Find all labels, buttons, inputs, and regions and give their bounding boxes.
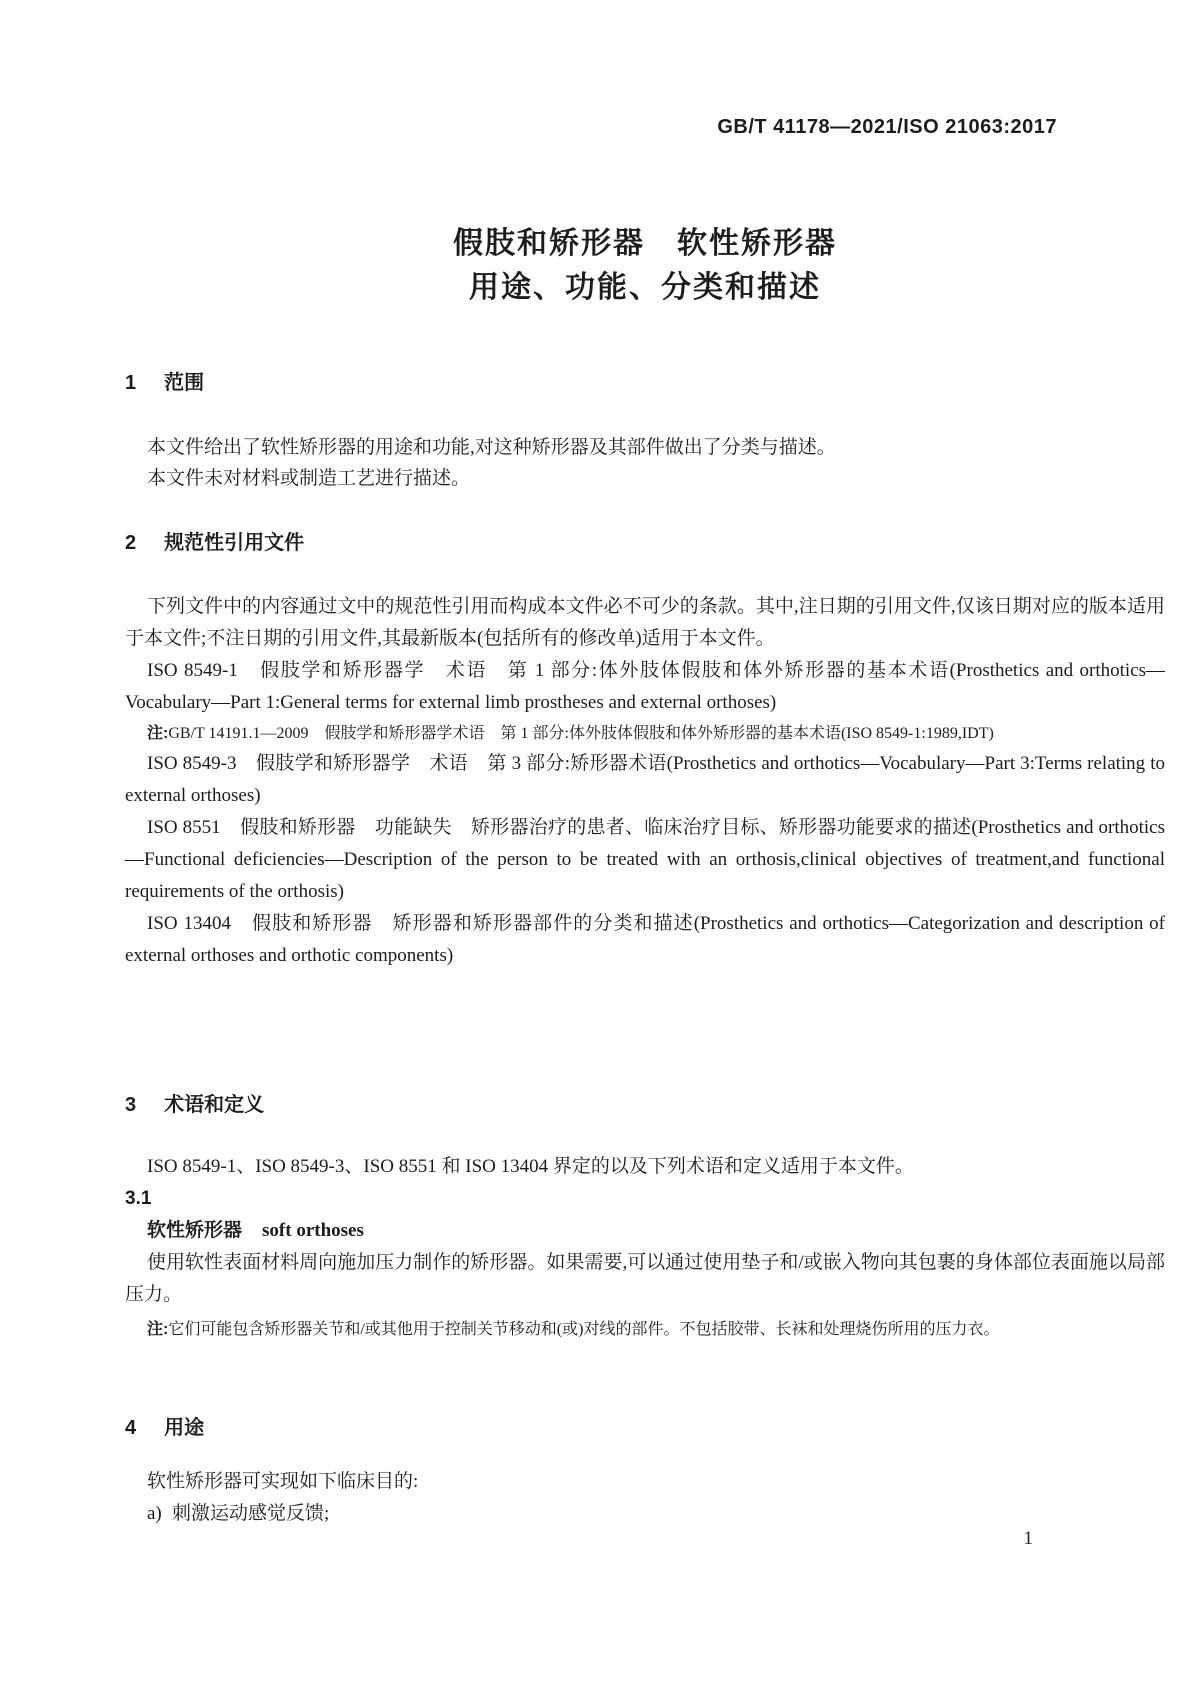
reference-note	[125, 719, 1165, 748]
term-chinese: 软性矫形器	[147, 1220, 243, 1241]
reference-iso-8551: ISO 8551 假肢和矫形器 功能缺失 矫形器治疗的患者、临床治疗目标、矫形器功能要求的描述(Prosthetics and orthotics—Functional deficiencies—Description of the person to be treated with an orthosis,clinical objectives of treatment,and functional requirements of the orthosis)	[125, 817, 1165, 902]
section-4-number: 4	[125, 1417, 137, 1439]
section-1-number: 1	[125, 372, 137, 394]
section-4-heading	[125, 1416, 1165, 1440]
section-2-title: 规范性引用文件	[164, 532, 305, 554]
list-item-a	[125, 1498, 1165, 1530]
list-item-a-label: a)	[147, 1503, 162, 1524]
term-definition: 使用软性表面材料周向施加压力制作的矫形器。如果需要,可以通过使用垫子和/或嵌入物向其包裹的身体部位表面施以局部压力。	[125, 1252, 1165, 1305]
document-title	[125, 222, 1165, 310]
section-3-body	[125, 1151, 1165, 1344]
term-entry	[125, 1215, 1165, 1247]
normative-references-intro: 下列文件中的内容通过文中的规范性引用而构成本文件必不可少的条款。其中,注日期的引用文件,仅该日期对应的版本适用于本文件;不注日期的引用文件,其最新版本(包括所有的修改单)适用于本文件。	[125, 596, 1165, 649]
note-text: GB/T 14191.1—2009 假肢学和矫形器学术语 第 1 部分:体外肢体假肢和体外矫形器的基本术语(ISO 8549-1:1989,IDT)	[168, 725, 994, 742]
section-2-number: 2	[125, 532, 137, 554]
document-number: GB/T 41178—2021/ISO 21063:2017	[717, 116, 1057, 138]
section-4-body	[125, 1466, 1165, 1530]
note-label: 注:	[147, 1321, 169, 1338]
term-english: soft orthoses	[262, 1220, 364, 1241]
section-3-title: 术语和定义	[164, 1094, 265, 1116]
term-number: 3.1	[125, 1188, 152, 1209]
page-number: 1	[1023, 1528, 1033, 1549]
section-4-title: 用途	[164, 1417, 205, 1439]
term-note	[125, 1315, 1165, 1344]
note-label: 注:	[147, 725, 169, 742]
section-2-heading	[125, 531, 1165, 555]
section-3-number: 3	[125, 1094, 137, 1116]
section-1-title: 范围	[164, 372, 205, 394]
terms-intro: ISO 8549-1、ISO 8549-3、ISO 8551 和 ISO 13404 界定的以及下列术语和定义适用于本文件。	[147, 1156, 914, 1177]
reference-iso-13404: ISO 13404 假肢和矫形器 矫形器和矫形器部件的分类和描述(Prosthetics and orthotics—Categorization and description of external orthoses and orthotic components)	[125, 913, 1165, 966]
title-line-1: 假肢和矫形器 软性矫形器	[453, 227, 837, 260]
list-item-a-text: 刺激运动感觉反馈;	[172, 1503, 330, 1524]
section-3-heading	[125, 1093, 1165, 1117]
scope-paragraph-1: 本文件给出了软性矫形器的用途和功能,对这种矫形器及其部件做出了分类与描述。	[147, 437, 836, 458]
reference-iso-8549-1: ISO 8549-1 假肢学和矫形器学 术语 第 1 部分:体外肢体假肢和体外矫形器的基本术语(Prosthetics and orthotics—Vocabulary—Part 1:General terms for external limb prostheses and external orthoses)	[125, 660, 1165, 713]
section-1-body	[125, 432, 1165, 494]
section-1-heading	[125, 371, 1165, 395]
section-2-body	[125, 591, 1165, 972]
note-text: 它们可能包含矫形器关节和/或其他用于控制关节移动和(或)对线的部件。不包括胶带、长袜和处理烧伤所用的压力衣。	[168, 1321, 1000, 1338]
use-intro: 软性矫形器可实现如下临床目的:	[147, 1471, 419, 1492]
scope-paragraph-2: 本文件未对材料或制造工艺进行描述。	[147, 468, 471, 489]
title-line-2: 用途、功能、分类和描述	[469, 271, 821, 304]
reference-iso-8549-3: ISO 8549-3 假肢学和矫形器学 术语 第 3 部分:矫形器术语(Prosthetics and orthotics—Vocabulary—Part 3:Terms relating to external orthoses)	[125, 753, 1165, 806]
